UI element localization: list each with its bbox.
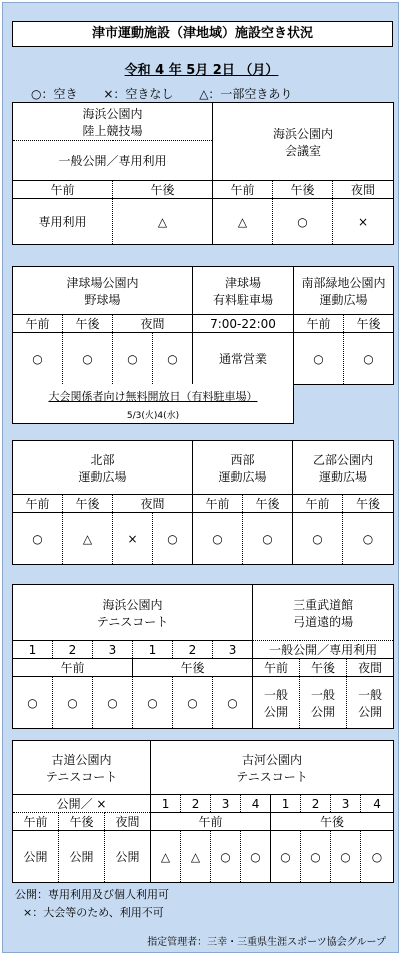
status-cell: ○ (361, 831, 394, 883)
header-night: 夜間 (105, 813, 151, 831)
status-cell: ○ (331, 831, 361, 883)
facility-parking: 津球場 有料駐車場 (193, 267, 294, 315)
facility-otobe-ground: 乙部公園内 運動広場 (293, 441, 394, 495)
section-baseball (12, 266, 394, 385)
facility-furukawa-tennis: 古河公園内 テニスコート (151, 741, 394, 795)
status-cell: × (113, 513, 153, 565)
header-morning: 午前 (13, 659, 133, 677)
facility-south-ground: 南部緑地公園内 運動広場 (294, 267, 394, 315)
header-afternoon: 午後 (273, 181, 333, 199)
header-night: 夜間 (113, 315, 193, 333)
availability-panel (2, 2, 399, 953)
status-cell: 一般 公開 (253, 677, 300, 729)
court-number: 4 (241, 795, 271, 813)
header-night: 夜間 (347, 659, 394, 677)
header-morning: 午前 (13, 495, 63, 513)
facility-hamahama-tennis: 海浜公園内 テニスコート (13, 585, 253, 641)
status-cell: △ (181, 831, 211, 883)
header-morning: 午前 (151, 813, 271, 831)
status-cell: ○ (173, 677, 213, 729)
header-afternoon: 午後 (343, 495, 394, 513)
court-number: 2 (301, 795, 331, 813)
status-cell: × (333, 199, 394, 245)
status-cell: △ (113, 199, 213, 245)
manager-credit: 指定管理者：三幸・三重県生涯スポーツ協会グループ (147, 937, 386, 948)
header-afternoon: 午後 (63, 315, 113, 333)
status-cell: 専用利用 (13, 199, 113, 245)
legend-vacant: ○：空き (31, 87, 78, 101)
status-cell: ○ (301, 831, 331, 883)
facility-meeting-room: 海浜公園内 会議室 (213, 103, 394, 181)
status-cell: △ (63, 513, 113, 565)
parking-notice-title: 大会関係者向け無料開放日（有料駐車場） (48, 390, 258, 403)
facility-athletics-stadium: 海浜公園内 陸上競技場 (13, 103, 213, 141)
parking-notice (12, 384, 294, 424)
facility-west-ground: 西部 運動広場 (193, 441, 293, 495)
section-tennis-kyudo (12, 584, 394, 729)
status-cell: ○ (213, 677, 253, 729)
footnote-public: 公開：専用利用及び個人利用可 (15, 888, 169, 901)
header-afternoon: 午後 (113, 181, 213, 199)
header-afternoon: 午後 (133, 659, 253, 677)
facility-north-ground: 北部 運動広場 (13, 441, 193, 495)
status-cell: ○ (243, 513, 293, 565)
header-morning: 午前 (294, 315, 344, 333)
section-grounds (12, 440, 394, 565)
section-tennis-2 (12, 740, 394, 883)
page-title: 津市運動施設（津地域）施設空き状況 (12, 21, 393, 47)
status-cell: △ (213, 199, 273, 245)
status-cell: ○ (211, 831, 241, 883)
header-morning: 午前 (193, 495, 243, 513)
status-cell: ○ (241, 831, 271, 883)
parking-status: 通常営業 (193, 333, 294, 385)
athletics-usage-type: 一般公開／専用利用 (13, 141, 213, 181)
court-number: 1 (133, 641, 173, 659)
court-number: 2 (53, 641, 93, 659)
status-cell: ○ (193, 513, 243, 565)
status-cell: 一般 公開 (300, 677, 347, 729)
status-cell: ○ (133, 677, 173, 729)
legend-partial: △：一部空きあり (199, 87, 293, 101)
header-afternoon: 午後 (271, 813, 394, 831)
header-night: 夜間 (113, 495, 193, 513)
facility-kyudo-range: 三重武道館 弓道遠的場 (253, 585, 394, 641)
header-morning: 午前 (13, 813, 59, 831)
header-morning: 午前 (213, 181, 273, 199)
status-cell: ○ (343, 513, 394, 565)
header-morning: 午前 (253, 659, 300, 677)
status-date: 令和 4 年 5月 2日 （月） (124, 63, 279, 78)
legend (31, 85, 314, 102)
header-afternoon: 午後 (59, 813, 105, 831)
header-afternoon: 午後 (63, 495, 113, 513)
status-cell: △ (151, 831, 181, 883)
section-hamahama-stadium (12, 102, 394, 245)
court-number: 2 (173, 641, 213, 659)
status-cell: 公開 (59, 831, 105, 883)
parking-notice-dates: 5/3(火)4(水) (126, 411, 180, 421)
header-afternoon: 午後 (300, 659, 347, 677)
header-afternoon: 午後 (344, 315, 394, 333)
header-morning: 午前 (13, 181, 113, 199)
status-cell: ○ (271, 831, 301, 883)
status-cell: ○ (113, 333, 153, 385)
status-cell: ○ (93, 677, 133, 729)
court-number: 3 (213, 641, 253, 659)
status-cell: ○ (344, 333, 394, 385)
header-morning: 午前 (13, 315, 63, 333)
status-cell: ○ (153, 513, 193, 565)
status-cell: ○ (13, 677, 53, 729)
status-cell: ○ (13, 333, 63, 385)
status-cell: ○ (273, 199, 333, 245)
status-cell: 一般 公開 (347, 677, 394, 729)
header-afternoon: 午後 (243, 495, 293, 513)
court-number: 1 (13, 641, 53, 659)
header-hours: 7:00-22:00 (193, 315, 294, 333)
furumichi-usage-type: 公開／ × (13, 795, 151, 813)
court-number: 2 (181, 795, 211, 813)
status-cell: ○ (53, 677, 93, 729)
court-number: 1 (151, 795, 181, 813)
facility-baseball-field: 津球場公園内 野球場 (13, 267, 193, 315)
status-cell: ○ (153, 333, 193, 385)
status-cell: 公開 (13, 831, 59, 883)
header-night: 夜間 (333, 181, 394, 199)
header-morning: 午前 (293, 495, 343, 513)
status-cell: 公開 (105, 831, 151, 883)
status-cell: ○ (63, 333, 113, 385)
court-number: 1 (271, 795, 301, 813)
court-number: 4 (361, 795, 394, 813)
facility-furumichi-tennis: 古道公園内 テニスコート (13, 741, 151, 795)
footnote-closed: ×：大会等のため、利用不可 (23, 906, 164, 919)
legend-full: ×：空きなし (103, 87, 174, 101)
kyudo-usage-type: 一般公開／専用利用 (253, 641, 394, 659)
status-cell: ○ (294, 333, 344, 385)
status-cell: ○ (293, 513, 343, 565)
court-number: 3 (211, 795, 241, 813)
court-number: 3 (93, 641, 133, 659)
status-cell: ○ (13, 513, 63, 565)
court-number: 3 (331, 795, 361, 813)
